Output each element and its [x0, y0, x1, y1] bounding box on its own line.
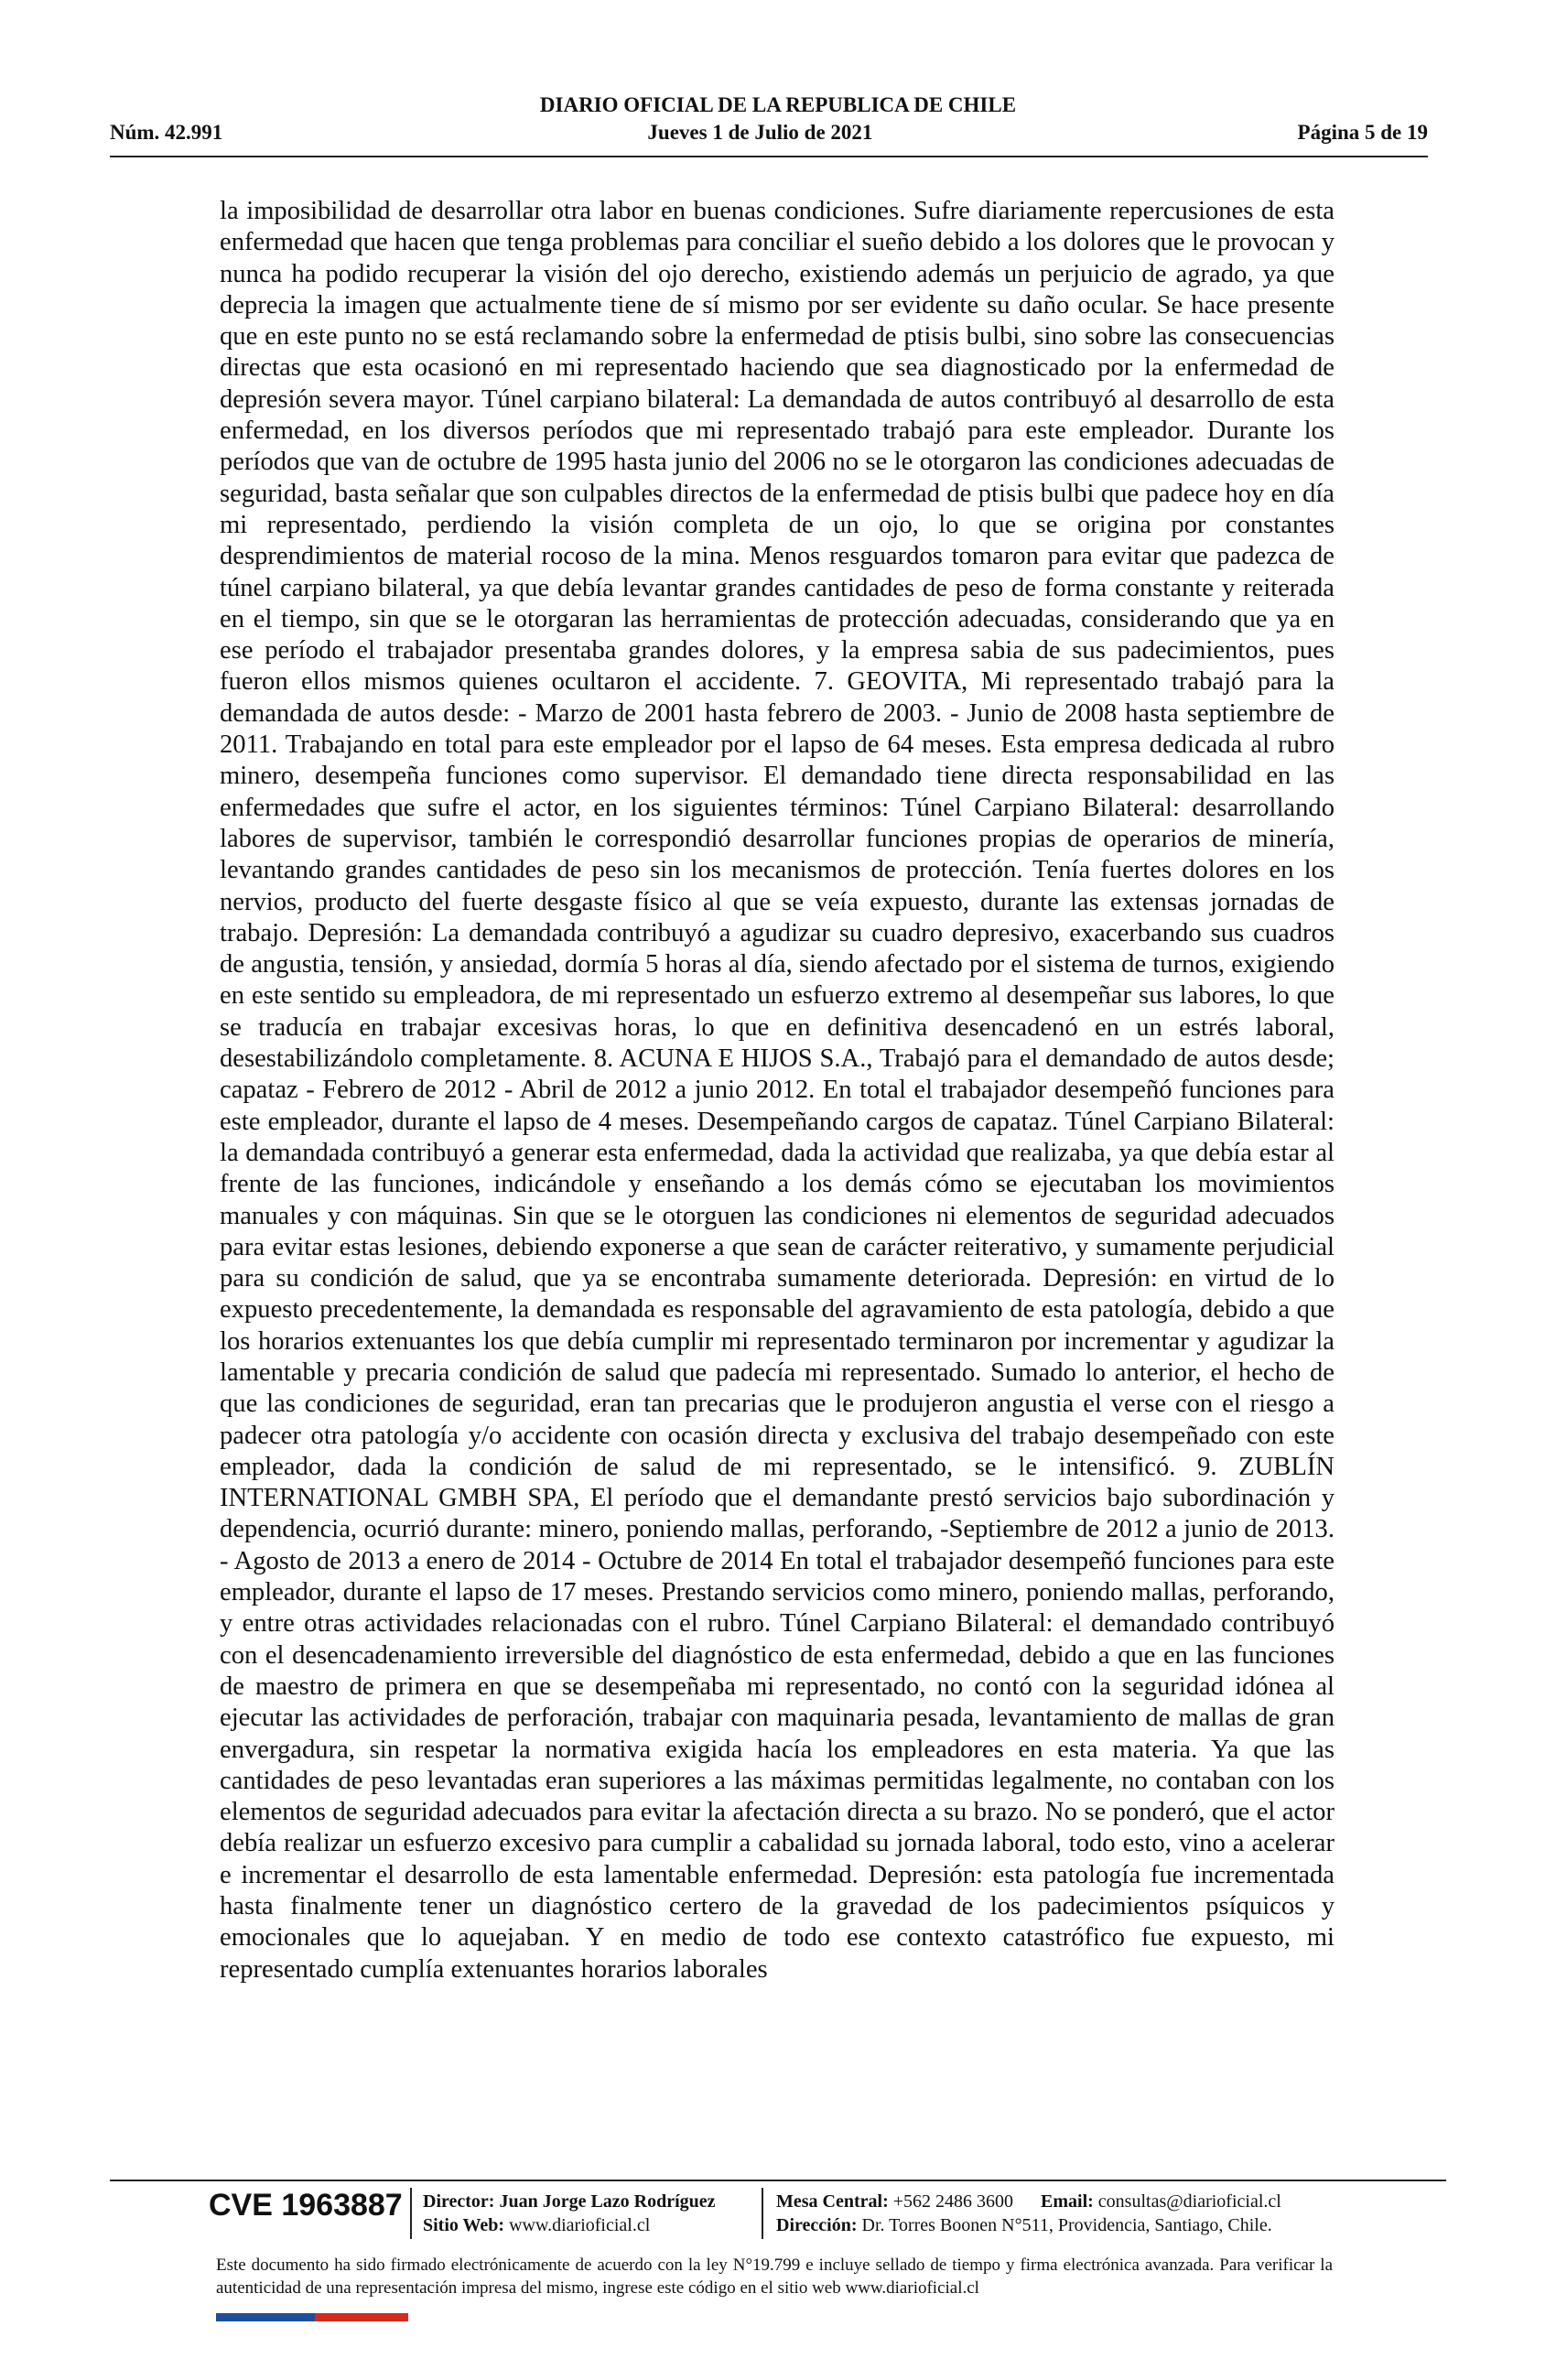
- newspaper-title: DIARIO OFICIAL DE LA REPUBLICA DE CHILE: [539, 93, 1017, 116]
- phone-value: +562 2486 3600: [892, 2191, 1014, 2212]
- issue-date: Jueves 1 de Julio de 2021: [647, 121, 873, 144]
- footer-contact-block: [776, 2190, 1281, 2237]
- footer-director-block: [423, 2190, 716, 2237]
- signature-note: Este documento ha sido firmado electrónicamente de acuerdo con la ley N°19.799 e incluye sellado de tiempo y firma electrónica avanzada. Para verificar la autenticidad de una representación impresa del mismo, ingrese este código en el sitio web www.diarioficial.cl: [216, 2256, 1333, 2298]
- footer-separator: [410, 2188, 412, 2239]
- address-label: Dirección:: [776, 2215, 858, 2235]
- footer-divider: [110, 2180, 1446, 2181]
- director-name: Juan Jorge Lazo Rodríguez: [499, 2191, 716, 2212]
- page-number: Página 5 de 19: [1297, 121, 1428, 144]
- email-link[interactable]: consultas@diarioficial.cl: [1097, 2191, 1281, 2212]
- email-label: Email:: [1041, 2191, 1094, 2212]
- director-label: Director:: [423, 2191, 495, 2212]
- phone-label: Mesa Central:: [776, 2191, 889, 2212]
- page-header: [110, 121, 1428, 145]
- flag-blue-segment: [216, 2313, 315, 2321]
- header-divider: [110, 156, 1428, 157]
- web-label: Sitio Web:: [423, 2215, 505, 2235]
- flag-red-segment: [315, 2313, 408, 2321]
- cve-code: CVE 1963887: [209, 2188, 403, 2223]
- web-link[interactable]: www.diarioficial.cl: [509, 2215, 651, 2235]
- chile-flag-stripe: [216, 2313, 408, 2321]
- body-text: la imposibilidad de desarrollar otra labor en buenas condiciones. Sufre diariamente repercusiones de esta enfermedad que hacen que tenga problemas para conciliar el sueño debido a los dolores que le provocan y nunca ha podido recuperar la visión del ojo derecho, existiendo además un perjuicio de agrado, ya que deprecia la imagen que actualmente tiene de sí mismo por ser evidente su daño ocular. Se hace presente que en este punto no se está reclamando sobre la enfermedad de ptisis bulbi, sino sobre las consecuencias directas que esta ocasionó en mi representado haciendo que sea diagnosticado por la enfermedad de depresión severa mayor. Túnel carpiano bilateral: La demandada de autos contribuyó al desarrollo de esta enfermedad, en los diversos períodos que mi representado trabajó para este empleador. Durante los períodos que van de octubre de 1995 hasta junio del 2006 no se le otorgaron las condiciones adecuadas de seguridad, basta señalar que son culpables directos de la enfermedad de ptisis bulbi que padece hoy en día mi representado, perdiendo la visión completa de un ojo, lo que se origina por constantes desprendimientos de material rocoso de la mina. Menos resguardos tomaron para evitar que padezca de túnel carpiano bilateral, ya que debía levantar grandes cantidades de peso de forma constante y reiterada en el tiempo, sin que se le otorgaran las herramientas de protección adecuadas, considerando que ya en ese período el trabajador presentaba grandes dolores, y la empresa sabia de sus padecimientos, pues fueron ellos mismos quienes ocultaron el accidente. 7. GEOVITA, Mi representado trabajó para la demandada de autos desde: - Marzo de 2001 hasta febrero de 2003. - Junio de 2008 hasta septiembre de 2011. Trabajando en total para este empleador por el lapso de 64 meses. Esta empresa dedicada al rubro minero, desempeña funciones como supervisor. El demandado tiene directa responsabilidad en las enfermedades que sufre el actor, en los siguientes términos: Túnel Carpiano Bilateral: desarrollando labores de supervisor, también le correspondió desarrollar funciones propias de operarios de minería, levantando grandes cantidades de peso sin los mecanismos de protección. Tenía fuertes dolores en los nervios, producto del fuerte desgaste físico al que se veía expuesto, durante las extensas jornadas de trabajo. Depresión: La demandada contribuyó a agudizar su cuadro depresivo, exacerbando sus cuadros de angustia, tensión, y ansiedad, dormía 5 horas al día, siendo afectado por el sistema de turnos, exigiendo en este sentido su empleadora, de mi representado un esfuerzo extremo al desempeñar sus labores, lo que se traducía en trabajar excesivas horas, lo que en definitiva desencadenó en un estrés laboral, desestabilizándolo completamente. 8. ACUNA E HIJOS S.A., Trabajó para el demandado de autos desde; capataz - Febrero de 2012 - Abril de 2012 a junio 2012. En total el trabajador desempeñó funciones para este empleador, durante el lapso de 4 meses. Desempeñando cargos de capataz. Túnel Carpiano Bilateral: la demandada contribuyó a generar esta enfermedad, dada la actividad que realizaba, ya que debía estar al frente de las funciones, indicándole y enseñando a los demás cómo se ejecutaban los movimientos manuales y con máquinas. Sin que se le otorguen las condiciones ni elementos de seguridad adecuados para evitar estas lesiones, debiendo exponerse a que sean de carácter reiterativo, y sumamente perjudicial para su condición de salud, que ya se encontraba sumamente deteriorada. Depresión: en virtud de lo expuesto precedentemente, la demandada es responsable del agravamiento de esta patología, debido a que los horarios extenuantes los que debía cumplir mi representado terminaron por incrementar y agudizar la lamentable y precaria condición de salud que padecía mi representado. Sumado lo anterior, el hecho de que las condiciones de seguridad, eran tan precarias que le produjeron angustia el verse con el riesgo a padecer otra patología y/o accidente con ocasión directa y exclusiva del trabajo desempeñado con este empleador, dada la condición de salud de mi representado, se le intensificó. 9. ZUBLÍN INTERNATIONAL GMBH SPA, El período que el demandante prestó servicios bajo subordinación y dependencia, ocurrió durante: minero, poniendo mallas, perforando, -Septiembre de 2012 a junio de 2013. - Agosto de 2013 a enero de 2014 - Octubre de 2014 En total el trabajador desempeñó funciones para este empleador, durante el lapso de 17 meses. Prestando servicios como minero, poniendo mallas, perforando, y entre otras actividades relacionadas con el rubro. Túnel Carpiano Bilateral: el demandado contribuyó con el desencadenamiento irreversible del diagnóstico de esta enfermedad, debido a que en las funciones de maestro de primera en que se desempeñaba mi representado, no contó con la seguridad idónea al ejecutar las actividades de perforación, trabajar con maquinaria pesada, levantamiento de mallas de gran envergadura, sin respetar la normativa exigida hacía los empleadores en esta materia. Ya que las cantidades de peso levantadas eran superiores a las máximas permitidas legalmente, no contaban con los elementos de seguridad adecuados para evitar la afectación directa a su brazo. No se ponderó, que el actor debía realizar un esfuerzo excesivo para cumplir a cabalidad su jornada laboral, todo esto, vino a acelerar e incrementar el desarrollo de esta lamentable enfermedad. Depresión: esta patología fue incrementada hasta finalmente tener un diagnóstico certero de la gravedad de los padecimientos psíquicos y emocionales que lo aquejaban. Y en medio de todo ese contexto catastrófico fue expuesto, mi representado cumplía extenuantes horarios laborales: [220, 197, 1334, 1984]
- issue-number: Núm. 42.991: [110, 121, 223, 144]
- footer-separator: [762, 2188, 763, 2239]
- address-value: Dr. Torres Boonen N°511, Providencia, Santiago, Chile.: [861, 2215, 1272, 2235]
